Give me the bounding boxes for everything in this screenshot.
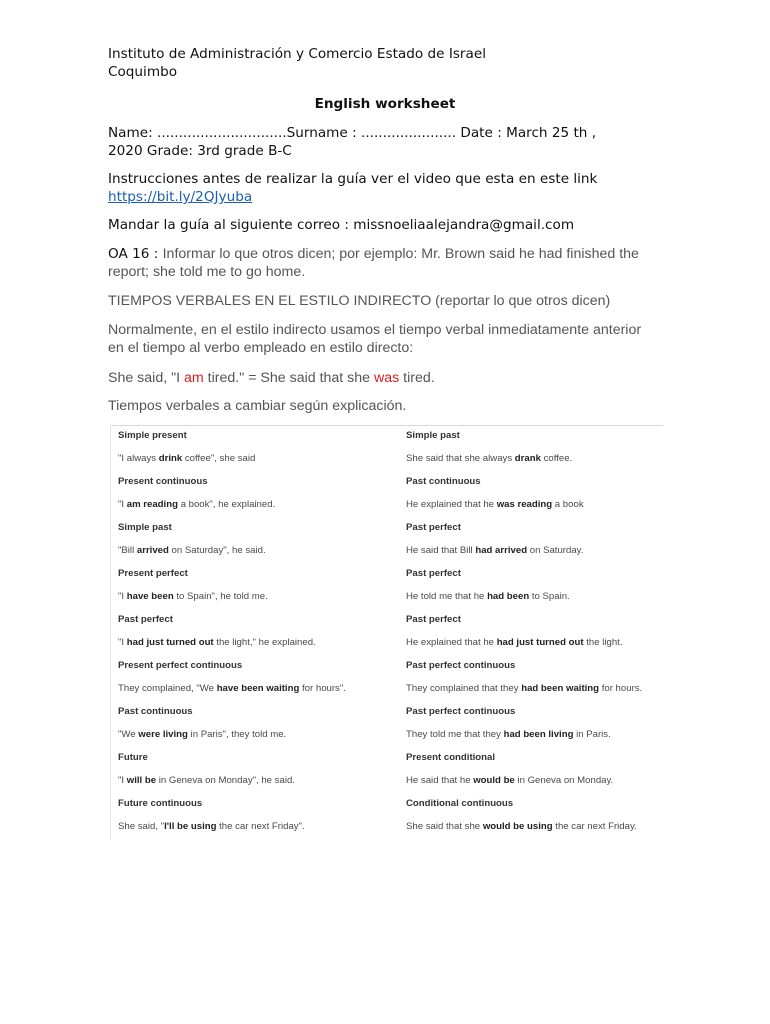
objective-label: OA 16 : (108, 246, 163, 262)
sentence-text: a book (552, 499, 584, 510)
sentence-text: coffee. (540, 453, 573, 464)
objective-line-1 (108, 245, 639, 263)
sentence-text: the car next Friday". (216, 821, 305, 832)
tense-right-heading: Past perfect continuous (406, 706, 516, 717)
verb-phrase: drank (514, 453, 541, 464)
sentence-text: "I (118, 591, 127, 602)
tense-table (110, 425, 663, 840)
tenses-intro: Tiempos verbales a cambiar según explicación. (108, 398, 407, 414)
name-surname-date-line: Name: ..............................Surname : ...................... Date : March 25 th , (108, 125, 597, 141)
example-part-3: tired. (399, 370, 435, 386)
verb-phrase: had been living (503, 729, 574, 740)
tense-left-heading: Simple present (118, 430, 187, 441)
verb-phrase: have been (126, 591, 174, 602)
tense-left-heading: Present continuous (118, 476, 208, 487)
tense-left-example (118, 729, 286, 740)
paragraph-line-2: en el tiempo al verbo empleado en estilo directo: (108, 340, 414, 356)
sentence-text: the light," he explained. (213, 637, 316, 648)
sentence-text: the car next Friday. (552, 821, 637, 832)
objective-line-2: report; she told me to go home. (108, 264, 306, 280)
institution-name: Instituto de Administración y Comercio Estado de Israel (108, 46, 486, 62)
sentence-text: "We (118, 729, 139, 740)
sentence-text: in Paris. (573, 729, 611, 740)
paragraph-line-1: Normalmente, en el estilo indirecto usamos el tiempo verbal inmediatamente anterior (108, 322, 642, 338)
verb-phrase: had been waiting (521, 683, 600, 694)
tense-right-example (406, 683, 642, 694)
tense-left-heading: Future continuous (118, 798, 203, 809)
sentence-text: "I always (118, 453, 159, 464)
sentence-text: on Saturday. (527, 545, 584, 556)
sentence-text: They told me that they (406, 729, 504, 740)
verb-phrase: I'll be using (164, 821, 217, 832)
sentence-text: He said that he (406, 775, 474, 786)
example-part-1: She said, "I (108, 370, 185, 386)
verb-phrase: would be (473, 775, 515, 786)
example-am: am (184, 370, 204, 386)
sentence-text: He told me that he (406, 591, 488, 602)
instructions-text: Instrucciones antes de realizar la guía ver el video que esta en este link (108, 171, 598, 187)
tense-right-heading: Past perfect (406, 522, 461, 533)
sentence-text: She said that she (406, 821, 483, 832)
verb-phrase: was reading (496, 499, 553, 510)
tense-right-example (406, 453, 572, 464)
sentence-text: They complained that they (406, 683, 522, 694)
tense-left-example (118, 775, 295, 786)
tense-right-heading: Conditional continuous (406, 798, 514, 809)
sentence-text: He explained that he (406, 499, 497, 510)
sentence-text: She said, " (118, 821, 165, 832)
tense-right-example (406, 545, 583, 556)
tense-right-heading: Past perfect (406, 614, 461, 625)
verb-phrase: will be (126, 775, 157, 786)
tense-left-example (118, 545, 266, 556)
tense-left-heading: Past continuous (118, 706, 193, 717)
sentence-text: "Bill (118, 545, 137, 556)
sentence-text: coffee", she said (182, 453, 256, 464)
tense-left-heading: Future (118, 752, 148, 763)
sentence-text: She said that she always (406, 453, 515, 464)
sentence-text: for hours". (299, 683, 346, 694)
tense-left-heading: Past perfect (118, 614, 173, 625)
institution-city: Coquimbo (108, 64, 178, 80)
video-link[interactable]: https://bit.ly/2QJyuba (108, 189, 253, 205)
sentence-text: the light. (583, 637, 623, 648)
verb-phrase: had just turned out (126, 637, 214, 648)
sentence-text: They complained, "We (118, 683, 217, 694)
tense-left-example (118, 591, 268, 602)
tense-left-heading: Simple past (118, 522, 172, 533)
sentence-text: in Geneva on Monday", he said. (156, 775, 295, 786)
verb-phrase: had just turned out (496, 637, 584, 648)
verb-phrase: am reading (126, 499, 178, 510)
example-was: was (374, 370, 400, 386)
email-instruction: Mandar la guía al siguiente correo : missnoeliaalejandra@gmail.com (108, 217, 575, 233)
table-left-border (110, 425, 111, 840)
objective-text: Informar lo que otros dicen; por ejemplo: Mr. Brown said he had finished the (162, 246, 639, 262)
sentence-text: in Paris", they told me. (187, 729, 287, 740)
tense-left-example (118, 453, 255, 464)
tense-left-heading: Present perfect continuous (118, 660, 243, 671)
sentence-text: He said that Bill (406, 545, 476, 556)
example-part-2: tired." = She said that she (203, 370, 374, 386)
tense-right-heading: Past perfect (406, 568, 461, 579)
tense-left-example (118, 637, 316, 648)
sentence-text: on Saturday", he said. (168, 545, 266, 556)
table-top-border (110, 425, 663, 426)
sentence-text: a book", he explained. (177, 499, 276, 510)
sentence-text: "I (118, 637, 127, 648)
verb-phrase: arrived (136, 545, 169, 556)
tense-right-example (406, 591, 570, 602)
tense-left-example (118, 683, 346, 694)
sentence-text: "I (118, 499, 127, 510)
verb-phrase: had been (487, 591, 530, 602)
sentence-text: "I (118, 775, 127, 786)
tense-right-heading: Simple past (406, 430, 460, 441)
verb-phrase: were living (138, 729, 188, 740)
tense-left-example (118, 499, 275, 510)
sentence-text: in Geneva on Monday. (514, 775, 614, 786)
verb-phrase: drink (158, 453, 183, 464)
page-title: English worksheet (314, 96, 456, 112)
sentence-text: to Spain. (529, 591, 570, 602)
section-title: TIEMPOS VERBALES EN EL ESTILO INDIRECTO (reportar lo que otros dicen) (108, 293, 611, 309)
example-sentence (108, 369, 435, 387)
verb-phrase: had arrived (475, 545, 528, 556)
tense-left-heading: Present perfect (118, 568, 188, 579)
tense-right-heading: Present conditional (406, 752, 496, 763)
tense-right-heading: Past continuous (406, 476, 481, 487)
tense-left-example (118, 821, 305, 832)
sentence-text: He explained that he (406, 637, 497, 648)
tense-right-example (406, 499, 584, 510)
tense-right-example (406, 729, 611, 740)
verb-phrase: have been waiting (216, 683, 300, 694)
tense-right-example (406, 821, 637, 832)
sentence-text: to Spain", he told me. (173, 591, 268, 602)
grade-line: 2020 Grade: 3rd grade B-C (108, 143, 292, 159)
verb-phrase: would be using (482, 821, 553, 832)
tense-right-example (406, 637, 623, 648)
tense-right-example (406, 775, 613, 786)
tense-right-heading: Past perfect continuous (406, 660, 516, 671)
sentence-text: for hours. (599, 683, 643, 694)
